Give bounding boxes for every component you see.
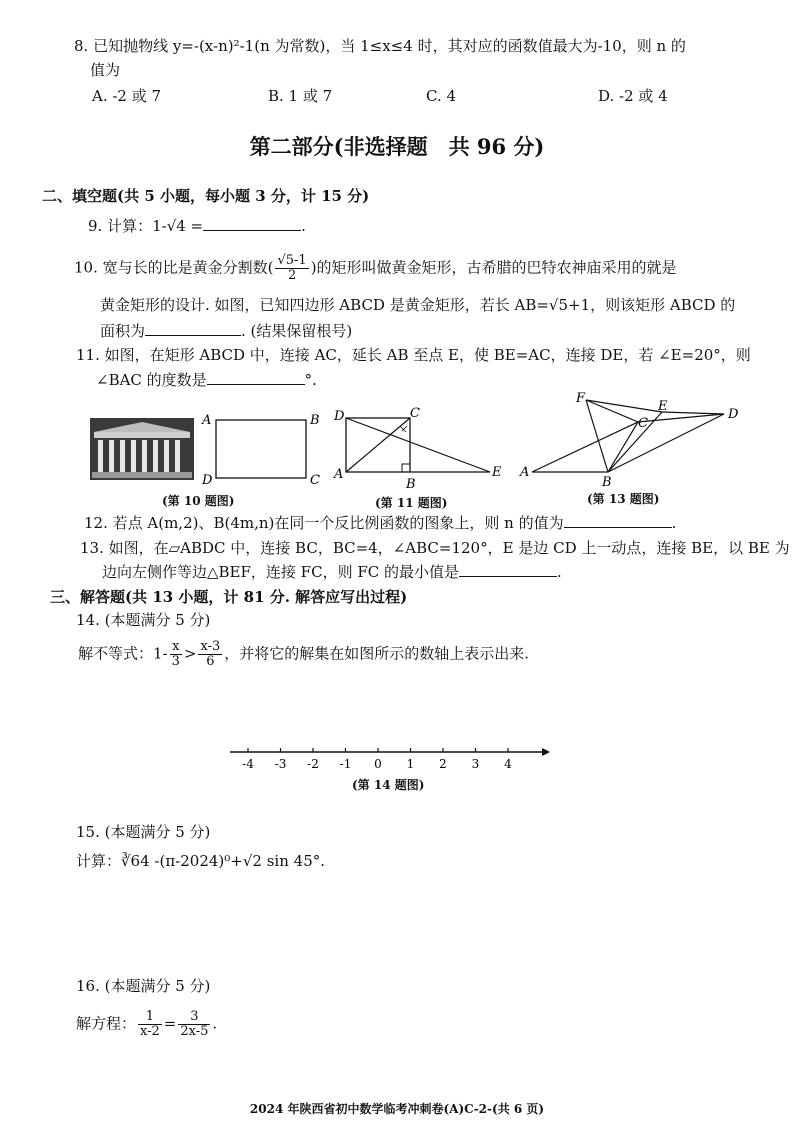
q11-text-b: °.	[304, 371, 317, 389]
fig13-label-f: F	[576, 391, 586, 406]
q16-fraction-1-num: 1	[138, 1010, 162, 1025]
q8-option-b: B. 1 或 7	[268, 87, 333, 105]
q10-text-a: 10. 宽与长的比是黄金分割数(	[74, 258, 274, 277]
golden-ratio-numerator: √5-1	[277, 253, 307, 268]
q14-fraction-1-num: x	[170, 640, 182, 655]
q13-text-a: 边向左侧作等边△BEF，连接 FC，则 FC 的最小值是	[102, 563, 459, 581]
q10-text-c: 面积为	[100, 322, 146, 340]
fig10-rectangle-diagram	[198, 408, 328, 490]
fig11-label-a: A	[334, 467, 344, 482]
q13-line2	[102, 562, 562, 582]
q16-fraction-1	[138, 1010, 162, 1039]
q16-heading: 16. (本题满分 5 分)	[76, 977, 211, 995]
q10-line3	[100, 321, 352, 341]
fig11-label-e: E	[492, 465, 502, 480]
q14-text-b: ，并将它的解集在如图所示的数轴上表示出来.	[224, 644, 530, 663]
golden-ratio-fraction	[275, 254, 308, 283]
q10-text-b: )的矩形叫做黄金矩形，古希腊的巴特农神庙采用的就是	[310, 258, 677, 277]
fig13-label-a: A	[520, 465, 530, 480]
q16-fraction-2	[178, 1010, 210, 1039]
q14-fraction-2	[198, 640, 222, 669]
q15-body: 计算：∛64 -(π-2024)⁰+√2 sin 45°.	[76, 852, 326, 870]
fig11-caption: (第 11 题图)	[375, 496, 448, 510]
q14-fraction-1-den: 3	[171, 654, 180, 669]
fig11-label-b: B	[406, 477, 416, 492]
q14-gt-sign: >	[183, 644, 197, 663]
q13-answer-blank[interactable]	[459, 562, 557, 577]
part2-title: 第二部分(非选择题 共 96 分)	[249, 134, 545, 159]
q11-line1: 11. 如图，在矩形 ABCD 中，连接 AC，延长 AB 至点 E，使 BE=AC，连接 DE，若 ∠E=20°，则	[76, 346, 751, 364]
fig10-label-d: D	[202, 473, 213, 488]
number-line-tick-label: -4	[242, 757, 254, 771]
q16-period: .	[212, 1014, 218, 1033]
q9	[88, 216, 306, 236]
number-line-tick-label: -3	[274, 757, 287, 771]
q16-body	[76, 1010, 217, 1039]
q12-answer-blank[interactable]	[564, 513, 672, 528]
number-line-tick-label: 2	[439, 757, 447, 771]
q8-option-a: A. -2 或 7	[92, 87, 162, 105]
q8-stem: 8. 已知抛物线 y=-(x-n)²-1(n 为常数)，当 1≤x≤4 时，其对应的函数值最大为-10，则 n 的	[74, 37, 686, 55]
q12-text: 12. 若点 A(m,2)、B(4m,n)在同一个反比例函数的图象上，则 n 的值为	[84, 514, 564, 532]
number-line	[224, 740, 554, 774]
fig10-label-b: B	[310, 413, 320, 428]
page-footer: 2024 年陕西省初中数学临考冲刺卷(A)C-2-(共 6 页)	[249, 1102, 545, 1116]
fig13-label-d: D	[728, 407, 739, 422]
parthenon-photo	[90, 418, 194, 480]
q11-answer-blank[interactable]	[207, 370, 305, 385]
fig10-label-a: A	[202, 413, 212, 428]
golden-ratio-denominator: 2	[287, 268, 297, 283]
fig10-label-c: C	[310, 473, 320, 488]
q10-text-d: . (结果保留根号)	[241, 322, 353, 340]
q14-heading: 14. (本题满分 5 分)	[76, 611, 211, 629]
q10-line2: 黄金矩形的设计. 如图，已知四边形 ABCD 是黄金矩形，若长 AB=√5+1，则该矩形 ABCD 的	[100, 296, 736, 314]
q10-answer-blank[interactable]	[145, 321, 241, 336]
q12	[84, 513, 676, 533]
q10-line1	[74, 254, 677, 283]
q12-period: .	[671, 514, 677, 532]
number-line-tick-label: 1	[406, 757, 415, 771]
q8-option-c: C. 4	[426, 87, 457, 105]
fig11-diagram	[330, 404, 510, 494]
q16-fraction-2-den: 2x-5	[180, 1024, 209, 1039]
fig11-label-d: D	[334, 409, 345, 424]
q11-text-a: ∠BAC 的度数是	[96, 371, 207, 389]
q15-heading: 15. (本题满分 5 分)	[76, 823, 211, 841]
q14-fraction-2-num: x-3	[200, 639, 221, 654]
q13-line1: 13. 如图，在▱ABDC 中，连接 BC，BC=4，∠ABC=120°，E 是边 CD 上一动点，连接 BE，以 BE 为	[80, 539, 790, 557]
q16-fraction-2-num: 3	[178, 1010, 210, 1025]
section2-heading: 二、填空题(共 5 小题，每小题 3 分，计 15 分)	[42, 187, 370, 205]
number-line-tick-label: 4	[504, 757, 512, 771]
section3-heading: 三、解答题(共 13 小题，计 81 分. 解答应写出过程)	[50, 588, 408, 606]
number-line-tick-label: -1	[339, 757, 352, 771]
fig13-label-e: E	[658, 399, 668, 414]
q14-text-a: 解不等式：1-	[78, 644, 168, 663]
q16-text-a: 解方程：	[76, 1014, 137, 1033]
q13-text-b: .	[557, 563, 562, 581]
fig11-label-c: C	[410, 406, 420, 421]
fig10-caption: (第 10 题图)	[162, 494, 235, 508]
q9-text: 9. 计算：1-√4 =	[88, 217, 204, 235]
number-line-tick-label: 3	[471, 757, 480, 771]
fig14-caption: (第 14 题图)	[352, 778, 425, 792]
q14-fraction-2-den: 6	[206, 654, 215, 669]
q14-body	[78, 640, 529, 669]
fig13-label-c: C	[638, 416, 648, 431]
q8-option-d: D. -2 或 4	[598, 87, 668, 105]
q11-line2	[96, 370, 317, 390]
q14-fraction-1	[170, 640, 182, 669]
number-line-tick-label: -2	[307, 757, 319, 771]
number-line-tick-label: 0	[374, 757, 382, 771]
q16-equals: =	[163, 1014, 177, 1033]
q9-period: .	[301, 217, 306, 235]
q9-answer-blank[interactable]	[203, 216, 301, 231]
fig13-label-b: B	[602, 475, 612, 488]
fig13-diagram	[516, 388, 750, 488]
fig13-caption: (第 13 题图)	[587, 492, 660, 506]
q16-fraction-1-den: x-2	[140, 1024, 160, 1039]
q8-stem-cont: 值为	[90, 61, 121, 79]
